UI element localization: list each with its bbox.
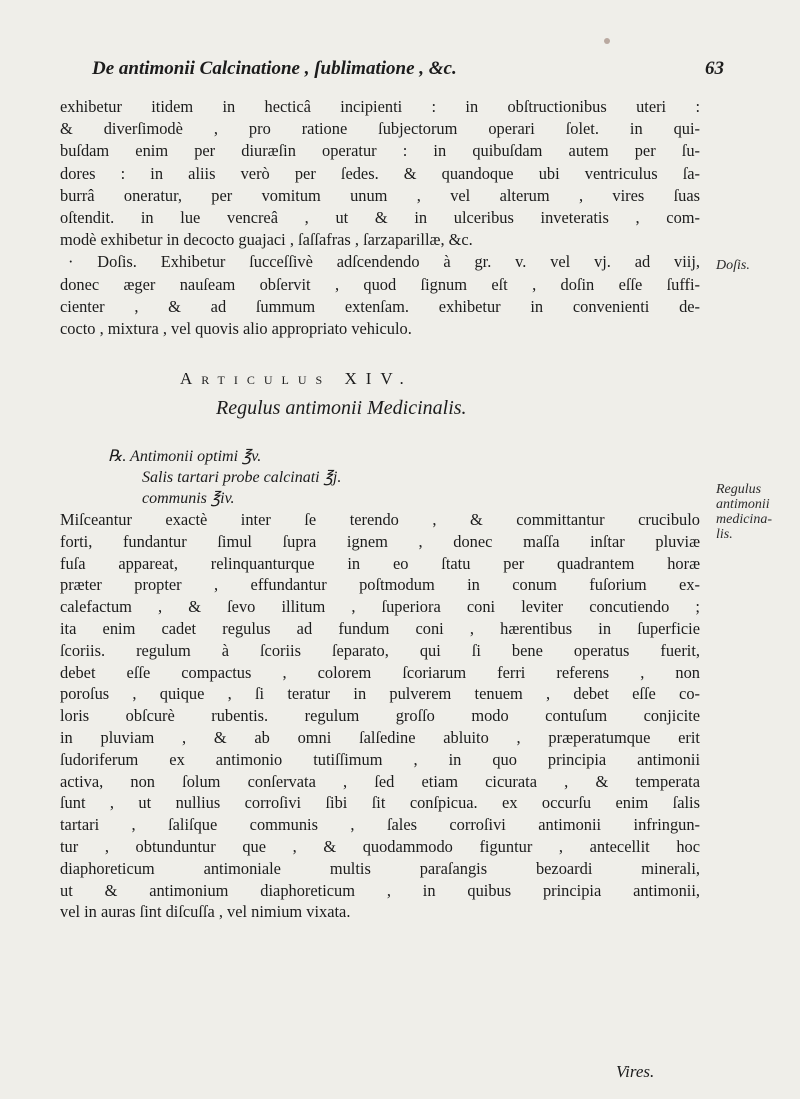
text-line: dores : in aliis verò per ſedes. & quandoque ubi ventriculus ſa- bbox=[60, 163, 700, 183]
text-line: ſcoriis. regulum à ſcoriis ſeparato, qui ſi bene operatus fuerit, bbox=[60, 640, 700, 660]
text-line: buſdam enim per diuræſin operatur : in quibuſdam autem per ſu- bbox=[60, 141, 700, 161]
recipe-line: communis ℥iv. bbox=[142, 490, 235, 507]
text-line: poroſus , quique , ſi teratur in pulverem tenuem , debet eſſe co- bbox=[60, 684, 700, 704]
text-line: cienter , & ad ſummum extenſam. exhibetur in convenienti de- bbox=[60, 296, 700, 316]
ink-speck bbox=[604, 38, 610, 44]
text-line: activa, non ſolum conſervata , ſed etiam cicurata , & temperata bbox=[60, 771, 700, 791]
paragraph-1 bbox=[60, 96, 700, 340]
text-line: modè exhibetur in decocto guajaci , ſaſſafras , ſarzaparillæ, &c. bbox=[60, 230, 473, 250]
text-line: donec æger nauſeam obſervit , quod ſignum eſt , doſin eſſe ſuffi- bbox=[60, 274, 700, 294]
text-line: tartari , ſaliſque communis , ſales corroſivi antimonii infringun- bbox=[60, 815, 700, 835]
article-heading: Articulus XIV. bbox=[180, 369, 413, 388]
text-line: fuſa appareat, relinquanturque in eo ſtatu per quadrantem horæ bbox=[60, 553, 700, 573]
text-line: calefactum , & ſevo illitum , ſuperiora coni leviter concutiendo ; bbox=[60, 597, 700, 617]
text-line: & diverſimodè , pro ratione ſubjectorum operari ſolet. in qui- bbox=[60, 119, 700, 139]
text-line: loris obſcurè rubentis. regulum groſſo modo contuſum conjicite bbox=[60, 706, 700, 726]
paragraph-3 bbox=[60, 509, 700, 923]
margin-note-regulus bbox=[716, 482, 792, 542]
text-line: cocto , mixtura , vel quovis alio appropriato vehiculo. bbox=[60, 318, 412, 338]
text-line: oſtendit. in lue vencreâ , ut & in ulceribus inveteratis , com- bbox=[60, 207, 700, 227]
text-line: diaphoreticum antimoniale multis paraſangis bezoardi minerali, bbox=[60, 858, 700, 878]
margin-note-line: Regulus bbox=[716, 482, 762, 497]
text-line: ut & antimonium diaphoreticum , in quibus principia antimonii, bbox=[60, 880, 700, 900]
text-line: Miſceantur exactè inter ſe terendo , & committantur crucibulo bbox=[60, 510, 700, 529]
page-number: 63 bbox=[705, 58, 724, 79]
margin-note-dosis: Doſis. bbox=[716, 258, 750, 273]
margin-note-line: antimonii bbox=[716, 497, 770, 512]
margin-note-line: medicina- bbox=[716, 512, 772, 527]
text-line: ſudoriferum ex antimonio tutiſſimum , in quo principia antimonii bbox=[60, 749, 700, 769]
recipe-line: Salis tartari probe calcinati ℥j. bbox=[142, 469, 342, 486]
recipe-line: ℞. Antimonii optimi ℥v. bbox=[108, 448, 262, 465]
text-line: exhibetur itidem in hecticâ incipienti : in obſtructionibus uteri : bbox=[60, 97, 700, 116]
article-subheading: Regulus antimonii Medicinalis. bbox=[216, 397, 467, 419]
text-line: ſunt , ut nullius corroſivi ſibi ſit conſpicua. ex occurſu enim ſalis bbox=[60, 793, 700, 813]
text-line: ita enim cadet regulus ad fundum coni , hærentibus in ſuperficie bbox=[60, 618, 700, 638]
text-line: in pluviam , & ab omni ſalſedine abluito , præperatumque erit bbox=[60, 727, 700, 747]
running-head bbox=[92, 58, 732, 80]
margin-note-line: lis. bbox=[716, 527, 733, 542]
recipe-block bbox=[108, 446, 341, 509]
text-line: præter propter , effundantur poſtmodum in conum fuſorium ex- bbox=[60, 575, 700, 595]
running-head-title: De antimonii Calcinatione , ſublimatione , &c. bbox=[92, 58, 457, 79]
text-line: debet eſſe compactus , colorem ſcoriarum ferri referens , non bbox=[60, 662, 700, 682]
text-line: · Doſis. Exhibetur ſucceſſivè adſcendendo à gr. v. vel vj. ad viij, bbox=[68, 252, 700, 272]
text-line: vel in auras ſint diſcuſſa , vel nimium vixata. bbox=[60, 902, 351, 922]
catchword: Vires. bbox=[616, 1062, 655, 1081]
text-line: tur , obtunduntur que , & quodammodo figuntur , antecellit hoc bbox=[60, 836, 700, 856]
text-line: burrâ oneratur, per vomitum unum , vel alterum , vires ſuas bbox=[60, 185, 700, 205]
text-line: forti, fundantur ſimul ſupra ignem , donec maſſa inſtar pluviæ bbox=[60, 531, 700, 551]
